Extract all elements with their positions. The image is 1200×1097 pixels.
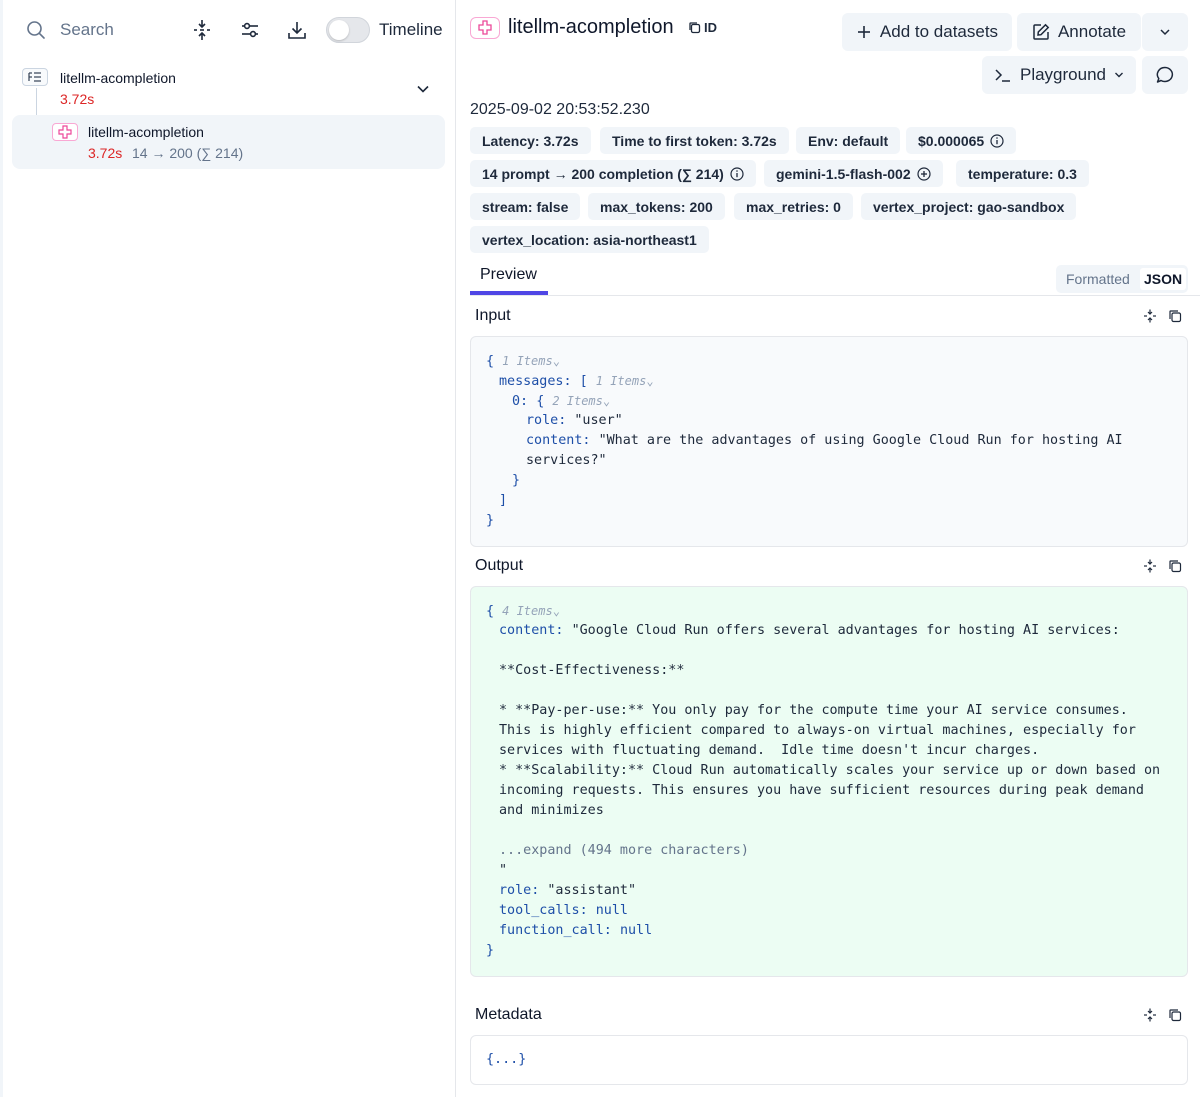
- max-retries-text: max_retries: 0: [746, 198, 841, 215]
- usage-text: 14 prompt → 200 completion (∑ 214): [482, 165, 724, 182]
- json-line: and minimizes: [499, 803, 604, 818]
- json-option[interactable]: JSON: [1140, 268, 1186, 290]
- vertex-project-text: vertex_project: gao-sandbox: [873, 198, 1065, 215]
- json-line: role: "user": [526, 413, 623, 428]
- json-line: }: [486, 943, 495, 958]
- temperature-badge: [956, 160, 1089, 187]
- json-line: services?": [526, 453, 607, 468]
- collapse-toggle[interactable]: 1 Items⌄: [595, 374, 654, 388]
- page-title: litellm-acompletion: [508, 16, 674, 38]
- vertex-location-text: vertex_location: asia-northeast1: [482, 231, 697, 248]
- ttft-text: Time to first token: 3.72s: [612, 132, 777, 149]
- search-icon[interactable]: [26, 20, 46, 40]
- model-text: gemini-1.5-flash-002: [776, 165, 911, 182]
- expand-collapse-icon[interactable]: [1143, 309, 1157, 323]
- copy-icon[interactable]: [1168, 1008, 1182, 1022]
- max-retries-badge: [734, 193, 853, 220]
- annotate-label: Annotate: [1057, 22, 1127, 41]
- json-line: }: [512, 473, 521, 488]
- cost-text: $0.000065: [918, 132, 985, 149]
- tree-node-name: litellm-acompletion: [88, 124, 204, 140]
- json-line: This is highly efficient compared to always-on virtual machines, especially for: [499, 723, 1136, 738]
- tree-node-duration: 3.72s: [60, 91, 95, 107]
- annotate-menu-button[interactable]: [1142, 13, 1188, 51]
- trace-timestamp: 2025-09-02 20:53:52.230: [470, 101, 650, 118]
- chevron-down-icon[interactable]: [416, 82, 430, 96]
- vertex-project-badge: [861, 193, 1076, 220]
- add-circle-icon[interactable]: [917, 167, 931, 181]
- metadata-section-title: Metadata: [475, 1006, 542, 1023]
- tab-preview[interactable]: Preview: [480, 266, 537, 283]
- comments-button[interactable]: [1142, 56, 1188, 94]
- json-line: **Cost-Effectiveness:**: [499, 663, 685, 678]
- json-line: services with fluctuating demand. Idle time doesn't incur charges.: [499, 743, 1040, 758]
- max-tokens-text: max_tokens: 200: [600, 198, 713, 215]
- input-section-title: Input: [475, 307, 511, 324]
- json-line: ": [499, 863, 508, 878]
- info-icon[interactable]: [990, 134, 1004, 148]
- usage-badge[interactable]: [470, 160, 756, 187]
- generation-icon: [470, 17, 500, 39]
- expand-collapse-icon[interactable]: [1143, 559, 1157, 573]
- detail-panel: [470, 0, 1200, 1097]
- id-label: ID: [704, 20, 717, 35]
- expand-collapse-icon[interactable]: [1143, 1008, 1157, 1022]
- env-text: Env: default: [808, 132, 889, 149]
- max-tokens-badge: [588, 193, 725, 220]
- chevron-down-icon: [1159, 26, 1171, 38]
- json-line: * **Pay-per-use:** You only pay for the compute time your AI service consumes.: [499, 703, 1128, 718]
- playground-label: Playground: [1019, 65, 1106, 84]
- json-line: content: "Google Cloud Run offers several advantages for hosting AI services:: [499, 623, 1120, 638]
- json-line: incoming requests. This ensures you have sufficient resources during peak demand: [499, 783, 1144, 798]
- comment-icon: [1155, 65, 1175, 85]
- json-line: content: "What are the advantages of using Google Cloud Run for hosting AI: [526, 433, 1123, 448]
- metadata-json-viewer: [470, 1035, 1188, 1085]
- info-icon[interactable]: [730, 167, 744, 181]
- timeline-label: Timeline: [379, 20, 443, 39]
- trace-tree-panel: [0, 0, 456, 1097]
- cost-badge[interactable]: [906, 127, 1016, 154]
- stream-text: stream: false: [482, 198, 569, 215]
- json-line: role: "assistant": [499, 883, 637, 898]
- json-line: messages: [ 1 Items⌄: [499, 374, 654, 389]
- edit-icon: [1032, 23, 1050, 41]
- toggle-knob: [329, 20, 349, 40]
- output-json-viewer: [470, 586, 1188, 977]
- stream-badge: [470, 193, 580, 220]
- output-section-title: Output: [475, 557, 524, 574]
- collapse-icon[interactable]: [191, 19, 213, 41]
- collapse-toggle[interactable]: 4 Items⌄: [502, 604, 560, 618]
- json-line: ]: [499, 493, 508, 508]
- expand-link[interactable]: ...expand (494 more characters): [499, 843, 749, 858]
- terminal-icon: [994, 67, 1012, 83]
- tree-node-child[interactable]: [12, 115, 445, 169]
- collapsed-json[interactable]: {...}: [486, 1052, 527, 1067]
- span-list-icon: [22, 68, 48, 86]
- download-icon[interactable]: [286, 19, 308, 41]
- copy-icon[interactable]: [1168, 559, 1182, 573]
- json-line: 0: { 2 Items⌄: [512, 394, 611, 409]
- tree-node-duration: 3.72s: [88, 145, 123, 161]
- latency-text: Latency: 3.72s: [482, 132, 579, 149]
- copy-icon: [688, 21, 701, 34]
- json-line: * **Scalability:** Cloud Run automatically scales your service up or down based on: [499, 763, 1161, 778]
- filter-settings-icon[interactable]: [239, 19, 261, 41]
- tree-node-root[interactable]: [24, 64, 444, 114]
- model-badge[interactable]: [764, 160, 943, 187]
- collapse-toggle[interactable]: 2 Items⌄: [552, 394, 611, 408]
- env-badge: [796, 127, 900, 154]
- search-input[interactable]: Search: [60, 20, 114, 39]
- plus-icon: [856, 24, 872, 40]
- tree-node-tokens: 14 → 200 (∑ 214): [132, 145, 244, 161]
- temperature-text: temperature: 0.3: [968, 165, 1077, 182]
- panel-edge: [0, 0, 3, 1097]
- collapse-toggle[interactable]: 1 Items⌄: [502, 354, 560, 368]
- timeline-toggle[interactable]: [326, 17, 370, 43]
- json-line: { 4 Items⌄: [486, 604, 560, 619]
- chevron-down-icon: [1114, 70, 1124, 80]
- copy-id-button[interactable]: [688, 20, 717, 35]
- generation-icon: [52, 123, 78, 141]
- json-line: tool_calls: null: [499, 903, 628, 918]
- trace-toolbar: [24, 14, 444, 46]
- tabs-divider: [470, 295, 1200, 296]
- json-line: function_call: null: [499, 923, 653, 938]
- input-json-viewer: [470, 336, 1188, 547]
- tree-node-name: litellm-acompletion: [60, 70, 176, 86]
- json-line: }: [486, 513, 495, 528]
- formatted-option[interactable]: Formatted: [1066, 271, 1130, 287]
- latency-badge: [470, 127, 591, 154]
- copy-icon[interactable]: [1168, 309, 1182, 323]
- add-to-datasets-button[interactable]: [842, 13, 1012, 51]
- annotate-button[interactable]: [1017, 13, 1141, 51]
- add-to-datasets-label: Add to datasets: [879, 22, 999, 41]
- view-format-toggle: [1056, 265, 1188, 293]
- ttft-badge: [600, 127, 789, 154]
- json-line: { 1 Items⌄: [486, 354, 560, 369]
- playground-button[interactable]: [982, 56, 1136, 94]
- vertex-location-badge: [470, 226, 709, 253]
